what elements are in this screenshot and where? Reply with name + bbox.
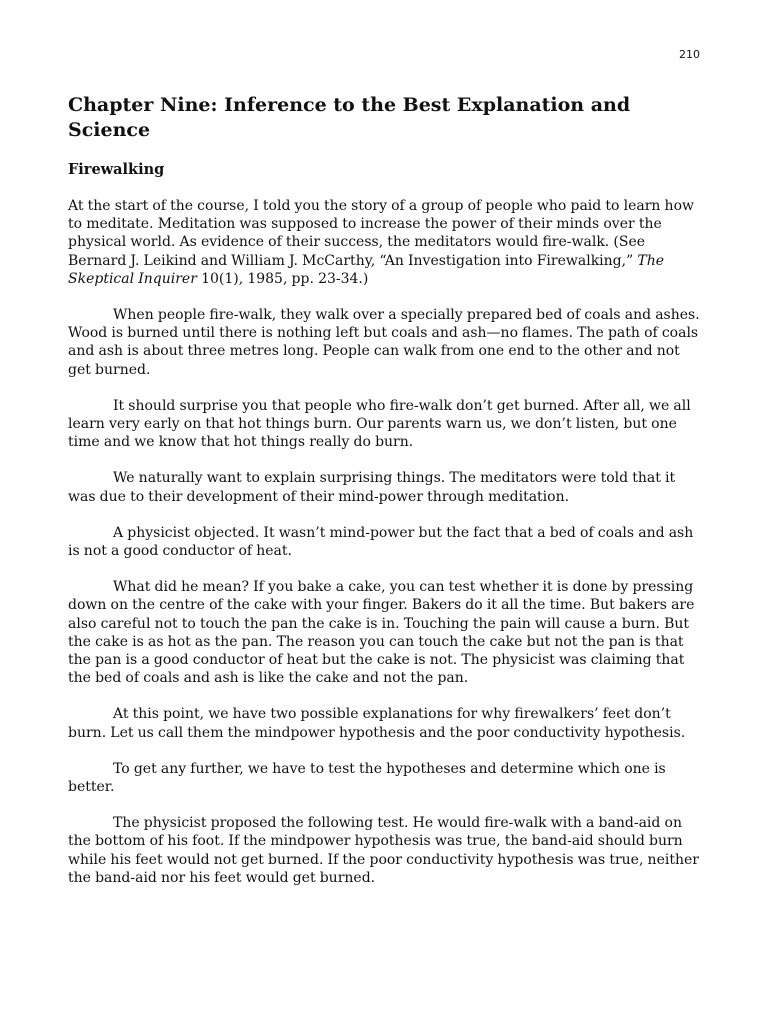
journal-title: The Skeptical Inquirer [68, 252, 665, 287]
paragraph-intro [68, 197, 702, 288]
paragraph-proposed-test: The physicist proposed the following test. He would fire-walk with a band-aid on the bottom of his foot. If the mindpower hypothesis was true, the band-aid should burn while his feet would not get burned. If the poor conductivity hypothesis was true, neither the band-aid nor his feet would get burned. [68, 815, 699, 886]
paragraph-physicist-objection: A physicist objected. It wasn’t mind-power but the fact that a bed of coals and ash is not a good conductor of heat. [68, 524, 694, 560]
paragraph-test-hypotheses: To get any further, we have to test the hypotheses and determine which one is better. [68, 760, 666, 796]
page-number: 210 [679, 48, 700, 61]
page-content [68, 93, 702, 887]
paragraph-cake-analogy: What did he mean? If you bake a cake, you can test whether it is done by pressing down on the centre of the cake with your finger. Bakers do it all the time. But bakers are also careful not to touch the pan the cake is in. Touching the pain will cause a burn. But the cake is as hot as the pan. The reason you can touch the cake but not the pan is that the pan is a good conductor of heat but the cake is not. The physicist was claiming that the bed of coals and ash is like the cake and not the pan. [68, 579, 695, 687]
paragraph-surprise: It should surprise you that people who fire-walk don’t get burned. After all, we all learn very early on that hot things burn. Our parents warn us, we don’t listen, but one time and we know that hot things really do burn. [68, 397, 691, 451]
paragraph-firewalk-description: When people fire-walk, they walk over a specially prepared bed of coals and ashes. Wood is burned until there is nothing left but coals and ash—no flames. The path of coals and ash is about three metres long. People can walk from one end to the other and not get burned. [68, 307, 700, 378]
section-heading: Firewalking [68, 161, 165, 178]
paragraph-two-hypotheses: At this point, we have two possible explanations for why firewalkers’ feet don’t burn. Let us call them the mindpower hypothesis and the poor conductivity hypothesis. [68, 706, 686, 741]
chapter-title: Chapter Nine: Inference to the Best Explanation and Science [68, 94, 631, 141]
paragraph-explain-surprising: We naturally want to explain surprising things. The meditators were told that it was due to their development of their mind-power through meditation. [68, 470, 676, 505]
paragraph-intro-citation: 10(1), 1985, pp. 23-34.) [196, 270, 369, 287]
paragraph-intro-text: At the start of the course, I told you the story of a group of people who paid to learn how to meditate. Meditation was supposed to increase the power of their minds over the physical world. As evidence of their success, the meditators would fire-walk. (See Bernard J. Leikind and William J. McCarthy, “An Investigation into Firewalking,” [68, 198, 694, 269]
